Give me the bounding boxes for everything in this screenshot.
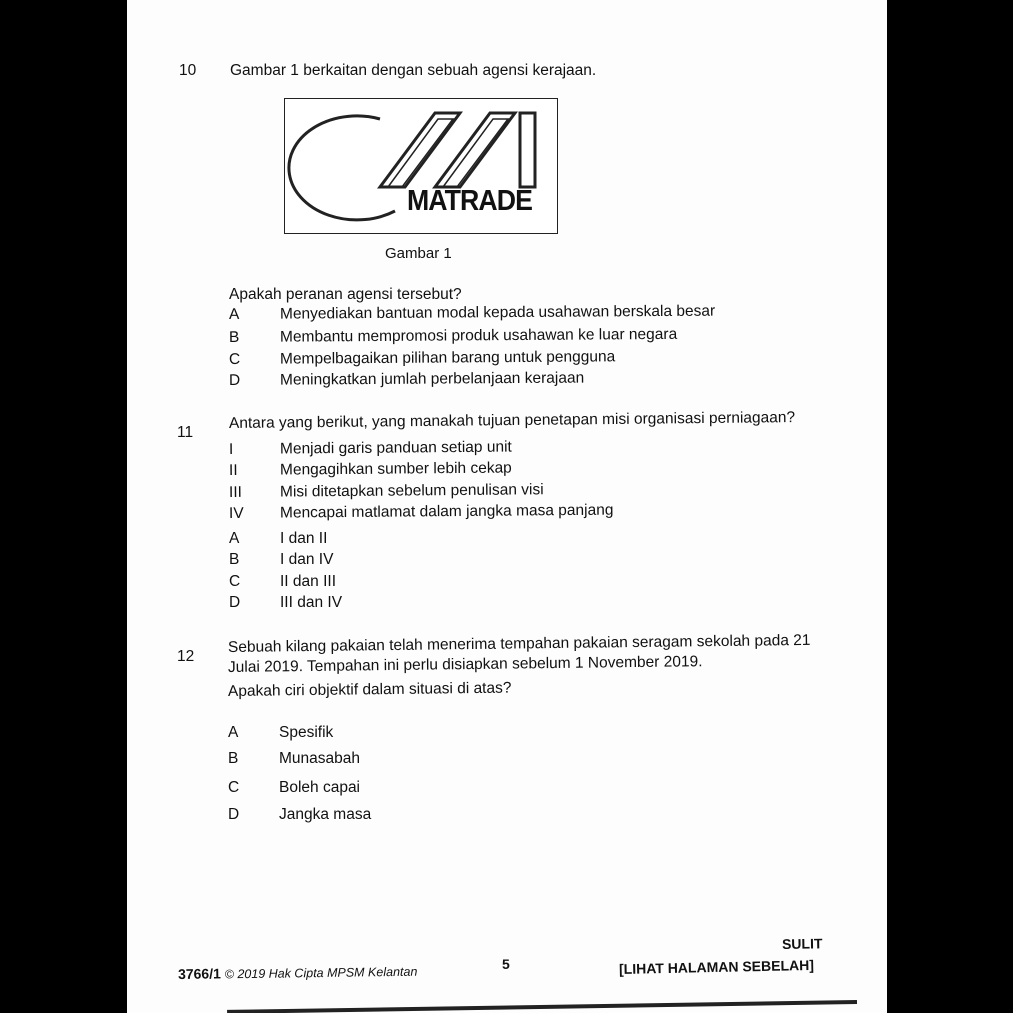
q11-statement-iii: III Misi ditetapkan sebelum penulisan visi: [228, 481, 544, 501]
next-page-label: [LIHAT HALAMAN SEBELAH]: [618, 956, 815, 977]
q12-option-a: A Spesifik: [228, 724, 334, 741]
logo-text: MATRADE: [407, 185, 532, 217]
q12-option-d: D Jangka masa: [228, 806, 372, 823]
footer-copyright: © 2019 Hak Cipta MPSM Kelantan: [224, 964, 418, 982]
q11-option-b: B I dan IV: [229, 551, 334, 568]
question-12-stem-line2: Julai 2019. Tempahan ini perlu disiapkan sebelum 1 November 2019.: [227, 653, 703, 676]
sulit-label: SULIT: [781, 935, 823, 952]
matrade-logo-figure: [284, 98, 558, 234]
q10-option-d: D Meningkatkan jumlah perbelanjaan kerajaan: [228, 369, 585, 389]
exam-page: [127, 0, 887, 1013]
question-12-number: 12: [177, 648, 195, 665]
q12-option-c: C Boleh capai: [228, 779, 361, 796]
question-11-stem: Antara yang berikut, yang manakah tujuan penetapan misi organisasi perniagaan?: [228, 409, 796, 432]
q11-statement-iv: IV Mencapai matlamat dalam jangka masa panjang: [228, 501, 614, 522]
q11-statement-i: I Menjadi garis panduan setiap unit: [228, 438, 512, 458]
q10-option-c: C Mempelbagaikan pilihan barang untuk pengguna: [228, 348, 616, 368]
question-10-number: 10: [179, 62, 197, 79]
question-12-prompt: Apakah ciri objektif dalam situasi di atas?: [227, 679, 512, 700]
q10-option-a: A Menyediakan bantuan modal kepada usahawan berskala besar: [228, 302, 716, 323]
q11-option-c: C II dan III: [229, 573, 337, 590]
footer-code: 3766/1 © 2019 Hak Cipta MPSM Kelantan: [177, 964, 418, 982]
q11-statement-ii: II Mengagihkan sumber lebih cekap: [228, 459, 512, 479]
figure-caption: Gambar 1: [385, 245, 452, 262]
page-number: 5: [502, 956, 510, 972]
question-10-prompt: Apakah peranan agensi tersebut?: [229, 286, 462, 303]
bottom-rule: [227, 1000, 857, 1013]
q10-option-b: B Membantu mempromosi produk usahawan ke luar negara: [228, 325, 678, 346]
question-10-stem: Gambar 1 berkaitan dengan sebuah agensi kerajaan.: [230, 62, 597, 79]
question-11-number: 11: [177, 424, 194, 441]
q11-option-d: D III dan IV: [229, 594, 343, 611]
question-12-stem-line1: Sebuah kilang pakaian telah menerima tempahan pakaian seragam sekolah pada 21: [227, 631, 811, 656]
q11-option-a: A I dan II: [229, 530, 328, 547]
q12-option-b: B Munasabah: [228, 750, 361, 767]
